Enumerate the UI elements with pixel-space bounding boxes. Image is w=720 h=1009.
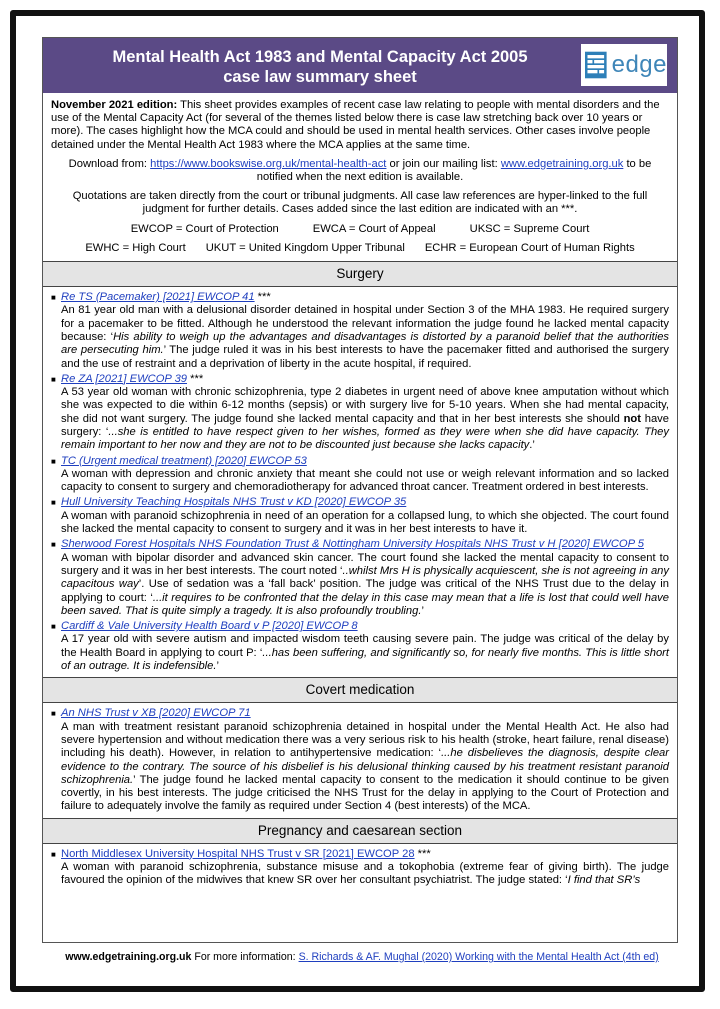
- case-item: [51, 707, 669, 813]
- case-text: .’: [529, 439, 535, 452]
- case-quote: ..whilst Mrs H is physically acquiescent, she is not agreeing in any capacitous way: [61, 564, 669, 591]
- case-text: ’: [216, 660, 219, 673]
- case-quote: ...she is entitled to have respect given to her wishes, formed as they were when she did have capacity. They remain important to her now and they are not to be discounted just because she lacks capacity: [61, 426, 670, 452]
- edition-paragraph: [51, 99, 669, 152]
- case-item: [51, 538, 669, 618]
- edition-text: This sheet provides examples of recent case law relating to people with mental disorders and the use of the Mental Capacity Act (for several of the themes listed below there is case law stretching back over 10 years or more). The cases highlight how the MCA could and should be used in mental health services. Other cases involve people detained under the Mental Health Act 1983 where the MCA applies at the same time.: [51, 99, 660, 151]
- case-quote: ...has been suffering, and significantly so, for nearly five months. This is little short of an outrage. It is indefensible.: [61, 646, 669, 673]
- case-emphasis: not: [623, 412, 641, 425]
- case-text: ’ The judge ruled it was in his best interests to have the pacemaker fitted and authorised the surgery and the use of restraint and a deprivation of liberty in the acute hospital, if required.: [61, 344, 669, 370]
- abbr-ewca: EWCA = Court of Appeal: [312, 222, 436, 235]
- edition-label: November 2021 edition:: [51, 99, 178, 111]
- header-bar: [43, 38, 677, 93]
- abbr-ukut: UKUT = United Kingdom Upper Tribunal: [205, 241, 405, 254]
- page-title: Mental Health Act 1983 and Mental Capacity Act 2005: [112, 48, 528, 66]
- new-case-marker: ***: [414, 847, 431, 860]
- footer-info: For more information:: [191, 951, 299, 963]
- case-text: ’. Use of sedation was a ‘fall back’ position. The judge was critical of the NHS Trust due to the delay in applying to court: ‘: [61, 578, 669, 604]
- case-text: have surgery: ‘: [61, 412, 669, 438]
- case-link[interactable]: TC (Urgent medical treatment) [2020] EWCOP 53: [61, 454, 307, 467]
- download-prefix: Download from:: [68, 157, 151, 170]
- section-heading-pregnancy: Pregnancy and caesarean section: [43, 818, 677, 844]
- bullet-icon: ■: [51, 540, 56, 550]
- case-link[interactable]: Re TS (Pacemaker) [2021] EWCOP 41: [61, 291, 255, 304]
- edge-logo-icon: [585, 49, 607, 81]
- download-mid: or join our mailing list:: [386, 157, 501, 170]
- bullet-icon: ■: [51, 709, 56, 719]
- case-text: A woman with paranoid schizophrenia, substance misuse and a tokophobia (extreme fear of giving birth). The judge favoured the opinion of the midwives that knew SR over her consultant psychiatrist. The judge stated: ‘: [61, 861, 669, 887]
- case-text: An 81 year old man with a delusional disorder detained in hospital under Section 3 of the MHA 1983. He required surgery for a pacemaker to be fitted. Although he understood the relevant information the judge found he lacked mental capacity because: ‘: [61, 304, 669, 343]
- case-link[interactable]: Cardiff & Vale University Health Board v P [2020] EWCOP 8: [61, 620, 358, 633]
- case-item: [51, 455, 669, 495]
- case-quote: His ability to weigh up the advantages and disadvantages is distorted by a paranoid belief that the authorities are persecuting him.: [61, 330, 670, 357]
- footer-site: www.edgetraining.org.uk: [65, 951, 192, 963]
- case-summary: [61, 552, 669, 618]
- case-summary: A woman with paranoid schizophrenia in need of an operation for a collapsed lung, to which she objected. The court found she lacked the mental capacity to consent to surgery and it was in her best interests to have it.: [61, 509, 669, 536]
- case-quote: ...it requires to be confronted that the delay in this case may mean that a life is lost that could well have been saved. That is quite simply a tragedy. It is also profoundly troubling.: [61, 591, 669, 617]
- surgery-cases: [43, 287, 677, 677]
- case-link[interactable]: Sherwood Forest Hospitals NHS Foundation Trust & Nottingham University Hospitals NHS Trust v H [2020] EWCOP 5: [61, 538, 644, 551]
- download-paragraph: [51, 158, 669, 184]
- section-heading-surgery: Surgery: [43, 261, 677, 287]
- case-summary: A woman with depression and chronic anxiety that meant she could not use or weigh relevant information and so lacked capacity to consent to surgery and chemoradiotherapy for advanced throat cancer. Treatment ordered in best interests.: [61, 467, 669, 494]
- section-heading-covert-medication: Covert medication: [43, 677, 677, 703]
- quotations-paragraph: Quotations are taken directly from the court or tribunal judgments. All case law references are hyper-linked to the full judgment for further details. Cases added since the last edition are indicated with an ***.: [72, 190, 648, 216]
- covert-cases: [43, 703, 677, 817]
- abbr-uksc: UKSC = Supreme Court: [469, 222, 590, 235]
- case-text: A woman with bipolar disorder and advanced skin cancer. The court found she lacked the mental capacity to consent to surgery and it was in her best interests. The court noted ‘: [61, 551, 669, 577]
- case-text: ’: [421, 604, 424, 617]
- bullet-icon: ■: [51, 293, 56, 303]
- case-link[interactable]: Hull University Teaching Hospitals NHS Trust v KD [2020] EWCOP 35: [61, 496, 407, 509]
- bullet-icon: ■: [51, 374, 56, 384]
- bullet-icon: ■: [51, 622, 56, 632]
- case-item: [51, 291, 669, 371]
- mailing-list-link[interactable]: www.edgetraining.org.uk: [500, 157, 624, 170]
- intro: [43, 93, 677, 261]
- abbreviations-row-1: [51, 223, 669, 236]
- case-link[interactable]: North Middlesex University Hospital NHS Trust v SR [2021] EWCOP 28: [61, 847, 415, 860]
- case-quote: ...he disbelieves the diagnosis, despite clear evidence to the contrary. The source of his disbelief is his delusional thinking caused by his treatment resistant paranoid schizophrenia.: [61, 747, 670, 786]
- case-summary: [61, 304, 669, 370]
- new-case-marker: ***: [187, 372, 204, 385]
- abbreviations-row-2: [51, 242, 669, 255]
- case-quote: I find that SR’s: [567, 874, 641, 887]
- footer-reference-link[interactable]: S. Richards & AF. Mughal (2020) Working with the Mental Health Act (4th ed): [298, 951, 659, 963]
- download-link[interactable]: https://www.bookswise.org.uk/mental-health-act: [150, 157, 387, 170]
- abbr-echr: ECHR = European Court of Human Rights: [424, 241, 635, 254]
- case-item: [51, 373, 669, 453]
- case-text: A 17 year old with severe autism and impacted wisdom teeth causing severe pain. The judge was critical of the delay by the Health Board in applying to court P: ‘: [61, 633, 669, 659]
- page-subtitle: case law summary sheet: [223, 68, 417, 86]
- abbr-ewhc: EWHC = High Court: [85, 241, 186, 254]
- case-summary: [61, 386, 669, 452]
- footer: [62, 951, 662, 963]
- bullet-icon: ■: [51, 456, 56, 466]
- abbr-ewcop: EWCOP = Court of Protection: [130, 222, 279, 235]
- bullet-icon: ■: [51, 849, 56, 859]
- case-item: [51, 620, 669, 673]
- edge-logo: [581, 44, 667, 86]
- summary-sheet: [42, 37, 678, 943]
- case-text: A 53 year old woman with chronic schizophrenia, type 2 diabetes in urgent need of above knee amputation without which she was expected to die within 6-12 months (sepsis) or with surgery live for 5-10 years. When she had mental capacity, she did not want surgery. The judge found she lacked mental capacity and that in her best interests she should: [61, 386, 669, 425]
- case-item: [51, 848, 669, 888]
- pregnancy-cases: [43, 844, 677, 892]
- case-text: ’ The judge found he lacked mental capacity to consent to the medication it should continue to be given covertly, in his best interests. The judge criticised the NHS Trust for the delay in applying to the Court of Protection and failure to adequately involve the family as required under Section 4 (best interests) of the MCA.: [61, 773, 669, 813]
- case-summary: [61, 721, 669, 814]
- case-text: A man with treatment resistant paranoid schizophrenia detained in hospital under the Mental Health Act. He also had severe hypertension and without medication there was a very serious risk to his health (stroke, heart failure, renal disease) including his death). However, in relation to antihypertensive medication: ‘: [61, 720, 669, 760]
- case-item: [51, 496, 669, 536]
- case-link[interactable]: Re ZA [2021] EWCOP 39: [61, 372, 188, 385]
- case-summary: [61, 633, 669, 673]
- download-suffix: to be notified when the next edition is available.: [256, 157, 652, 184]
- bullet-icon: ■: [51, 498, 56, 508]
- case-link[interactable]: An NHS Trust v XB [2020] EWCOP 71: [61, 707, 251, 720]
- new-case-marker: ***: [254, 291, 271, 304]
- case-summary: [61, 861, 669, 888]
- logo-text: edge: [611, 51, 667, 78]
